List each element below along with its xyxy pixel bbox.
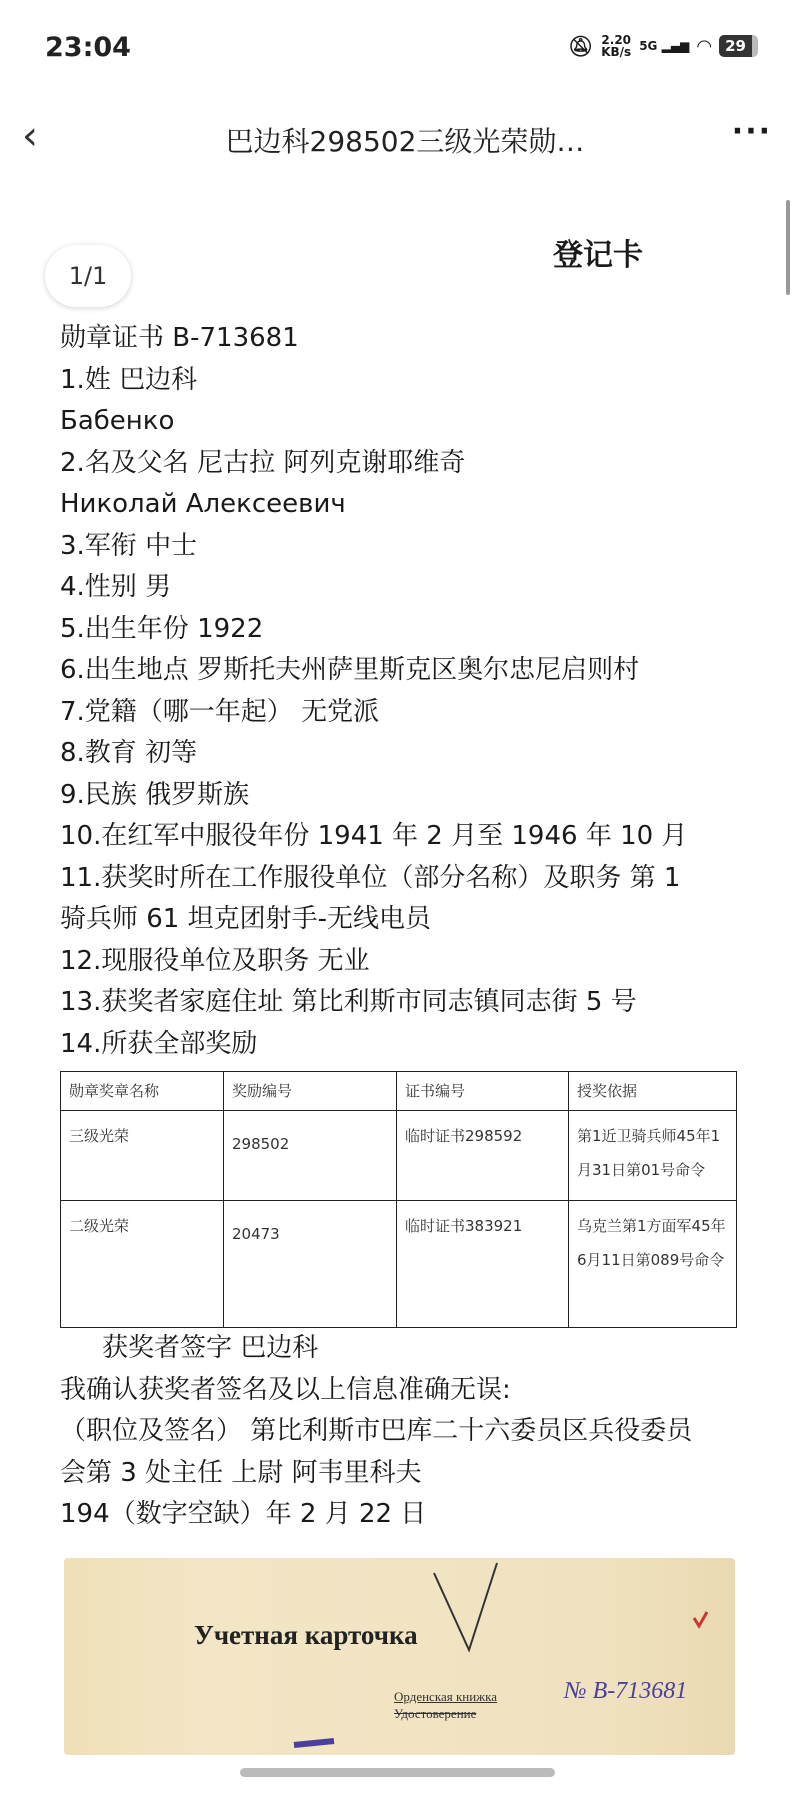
cell: 第1近卫骑兵师45年1月31日第01号命令 (569, 1111, 737, 1201)
card-title: Учетная карточка (194, 1620, 418, 1650)
doc-line: Николай Алексеевич (60, 489, 346, 519)
doc-heading: 登记卡 (553, 238, 643, 273)
awards-table (60, 1071, 737, 1328)
status-bar (0, 28, 810, 72)
doc-line: 3.军衔 中士 (60, 530, 198, 561)
scrollbar[interactable] (786, 200, 790, 295)
doc-line: （职位及签名） 第比利斯市巴库二十六委员区兵役委员 (60, 1416, 693, 1446)
doc-line: 194（数字空缺）年 2 月 22 日 (60, 1499, 427, 1529)
scanned-card-image (64, 1558, 735, 1755)
doc-line: 骑兵师 61 坦克团射手-无线电员 (60, 904, 431, 934)
doc-line: 5.出生年份 1922 (60, 613, 264, 644)
handwritten-check-marks (64, 1558, 735, 1755)
wifi-icon: ◠ (697, 35, 712, 57)
speed-unit: KB/s (601, 45, 632, 59)
table-header-row (61, 1072, 737, 1111)
header-cell: 勋章奖章名称 (61, 1072, 224, 1111)
speed-value: 2.20 (601, 33, 632, 47)
doc-line: 7.党籍（哪一年起） 无党派 (60, 696, 380, 727)
doc-line: 4.性别 男 (60, 572, 172, 602)
network-type: 5G (639, 39, 658, 53)
header-cell: 证书编号 (397, 1072, 569, 1111)
card-sub2: Удостоверение (394, 1706, 477, 1721)
document-title: 巴边科298502三级光荣勋… (225, 125, 585, 158)
card-number: № В-713681 (564, 1678, 688, 1704)
card-subtitle (394, 1688, 497, 1722)
cell: 二级光荣 (61, 1201, 224, 1328)
header-cell: 奖励编号 (224, 1072, 397, 1111)
doc-line: 1.姓 巴边科 (60, 364, 198, 395)
header-cell: 授奖依据 (569, 1072, 737, 1111)
top-nav (0, 110, 810, 170)
clock: 23:04 (45, 32, 131, 63)
doc-line: 11.获奖时所在工作服役单位（部分名称）及职务 第 1 (60, 862, 681, 893)
doc-line: 9.民族 俄罗斯族 (60, 779, 250, 810)
back-icon[interactable]: ‹ (22, 113, 38, 159)
doc-line: 10.在红军中服役年份 1941 年 2 月至 1946 年 10 月 (60, 821, 688, 851)
card-sub1: Орденская книжка (394, 1689, 498, 1704)
cell: 乌克兰第1方面军45年6月11日第089号命令 (569, 1201, 737, 1328)
cell: 临时证书383921 (397, 1201, 569, 1328)
doc-line: 获奖者签字 巴边科 (102, 1333, 319, 1363)
battery-icon: 29 (719, 35, 758, 57)
home-indicator[interactable] (240, 1768, 555, 1777)
table-row (61, 1201, 737, 1328)
document-body (60, 318, 760, 1065)
doc-line: 13.获奖者家庭住址 第比利斯市同志镇同志街 5 号 (60, 987, 637, 1017)
cell: 临时证书298592 (397, 1111, 569, 1201)
network-speed (601, 34, 631, 58)
doc-line: 会第 3 处主任 上尉 阿韦里科夫 (60, 1457, 422, 1488)
table-row (61, 1111, 737, 1201)
signature-section (60, 1328, 770, 1536)
doc-line: 勋章证书 B-713681 (60, 323, 299, 353)
page-indicator: 1/1 (45, 245, 131, 307)
more-options-icon[interactable]: ··· (731, 114, 772, 149)
doc-line: 14.所获全部奖励 (60, 1028, 258, 1059)
cell: 298502 (224, 1111, 397, 1201)
doc-line: 2.名及父名 尼古拉 阿列克谢耶维奇 (60, 447, 466, 478)
cell: 20473 (224, 1201, 397, 1328)
signal-icon: 5G ▂▄▆ (639, 39, 690, 53)
doc-line: 我确认获奖者签名及以上信息准确无误: (60, 1374, 511, 1405)
cell: 三级光荣 (61, 1111, 224, 1201)
doc-line: Бабенко (60, 406, 175, 436)
doc-line: 8.教育 初等 (60, 738, 198, 768)
doc-line: 6.出生地点 罗斯托夫州萨里斯克区奥尔忠尼启则村 (60, 655, 640, 685)
mute-bell-icon: 🔕︎ (567, 34, 594, 58)
doc-line: 12.现服役单位及职务 无业 (60, 945, 370, 976)
